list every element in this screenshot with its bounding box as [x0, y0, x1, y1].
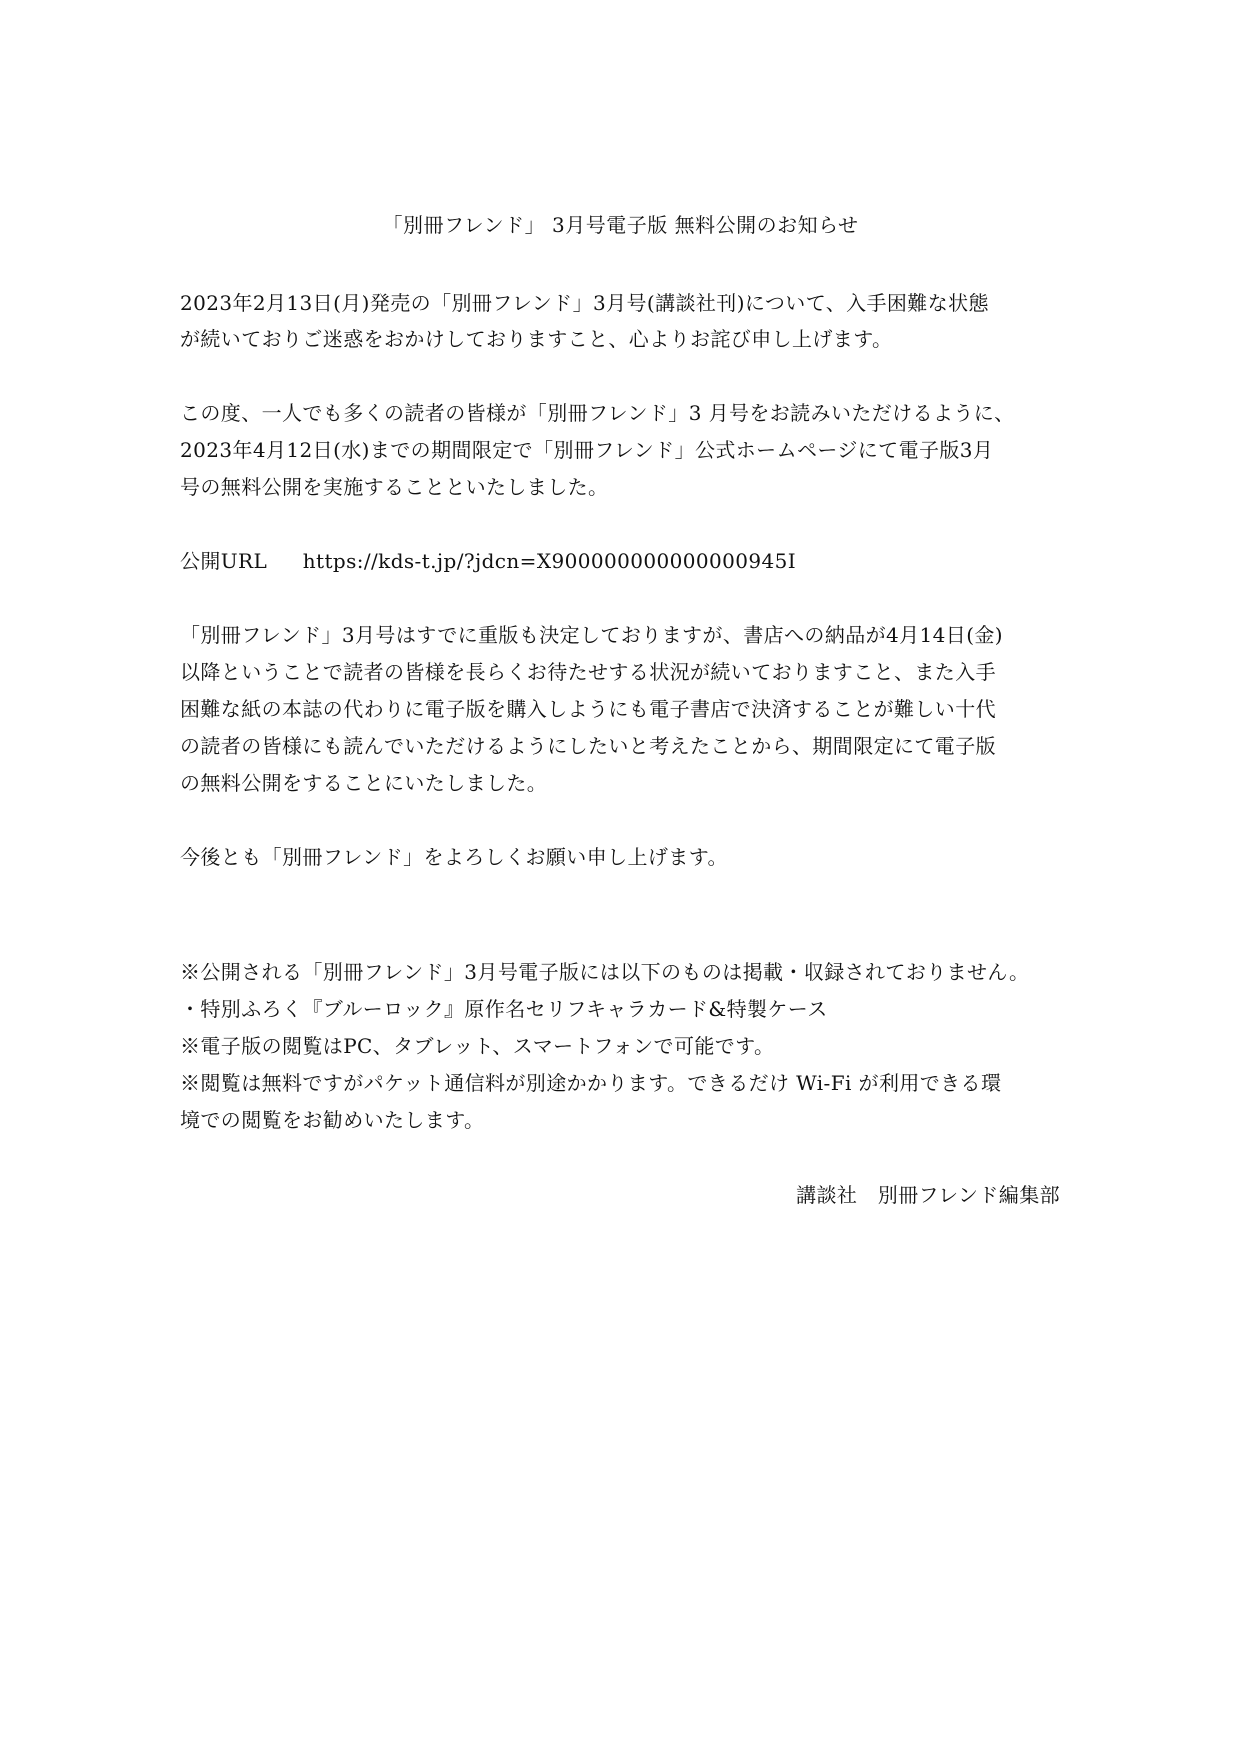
- paragraph-1-line-1: 2023年2月13日(月)発売の「別冊フレンド」3月号(講談社刊)について、入手困難な状態: [180, 291, 989, 315]
- paragraph-3-line-1: 「別冊フレンド」3月号はすでに重版も決定しておりますが、書店への納品が4月14日(金): [180, 623, 1004, 647]
- note-line-4: ※閲覧は無料ですがパケット通信料が別途かかります。できるだけ Wi-Fi が利用できる環: [180, 1071, 1002, 1095]
- paragraph-2-line-3: 号の無料公開を実施することといたしました。: [180, 475, 609, 499]
- paragraph-4: 今後とも「別冊フレンド」をよろしくお願い申し上げます。: [180, 845, 728, 869]
- public-url-line: [180, 547, 1060, 575]
- note-line-5: 境での閲覧をお勧めいたします。: [180, 1108, 485, 1132]
- note-line-2: ・特別ふろく『ブルーロック』原作名セリフキャラカード&特製ケース: [180, 997, 828, 1021]
- signature: 講談社 別冊フレンド編集部: [796, 1183, 1060, 1207]
- public-url-link[interactable]: https://kds-t.jp/?jdcn=X900000000000000945I: [302, 549, 796, 573]
- note-line-1: ※公開される「別冊フレンド」3月号電子版には以下のものは掲載・収録されておりません。: [180, 960, 1030, 984]
- page-title: 「別冊フレンド」 3月号電子版 無料公開のお知らせ: [382, 213, 859, 237]
- paragraph-3-line-4: の読者の皆様にも読んでいただけるようにしたいと考えたことから、期間限定にて電子版: [180, 734, 996, 758]
- paragraph-2-line-1: この度、一人でも多くの読者の皆様が「別冊フレンド」3 月号をお読みいただけるように、: [180, 401, 1015, 425]
- paragraph-3-line-2: 以降ということで読者の皆様を長らくお待たせする状況が続いておりますこと、また入手: [180, 660, 996, 684]
- public-url-label: 公開URL: [180, 549, 268, 573]
- note-line-3: ※電子版の閲覧はPC、タブレット、スマートフォンで可能です。: [180, 1034, 775, 1058]
- paragraph-1-line-2: が続いておりご迷惑をおかけしておりますこと、心よりお詫び申し上げます。: [180, 327, 893, 351]
- paragraph-3-line-3: 困難な紙の本誌の代わりに電子版を購入しようにも電子書店で決済することが難しい十代: [180, 697, 996, 721]
- paragraph-2-line-2: 2023年4月12日(水)までの期間限定で「別冊フレンド」公式ホームページにて電子版3月: [180, 438, 994, 462]
- paragraph-3-line-5: の無料公開をすることにいたしました。: [180, 771, 548, 795]
